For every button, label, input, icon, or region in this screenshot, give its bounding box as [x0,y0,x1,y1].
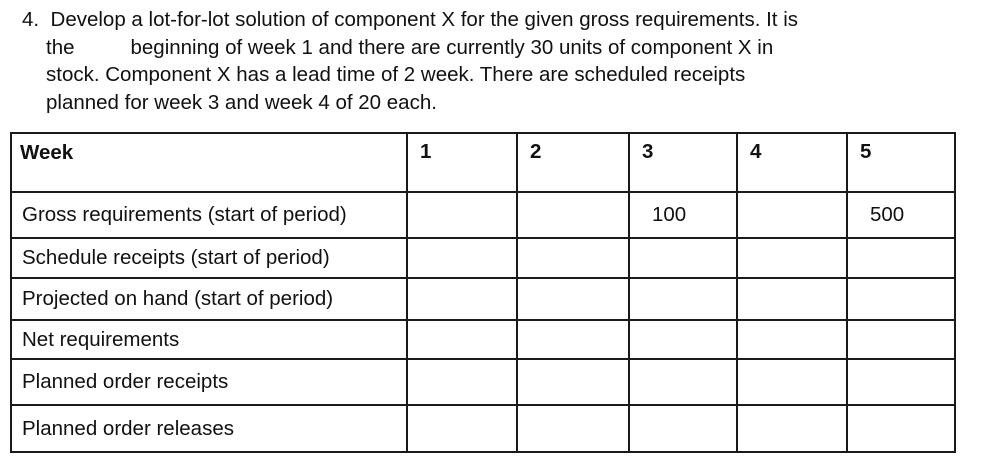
table-cell: 100 [629,192,737,238]
row-label: Gross requirements (start of period) [11,192,407,238]
table-cell [737,192,847,238]
table-cell [407,359,517,405]
table-row-projected-on-hand [11,278,955,320]
table-cell [517,405,629,452]
question-line-4: planned for week 3 and week 4 of 20 each. [46,90,437,114]
table-cell [517,192,629,238]
table-cell [407,192,517,238]
week-4-header: 4 [737,133,847,192]
table-cell [847,405,955,452]
table-cell [407,405,517,452]
question-line-1 [22,6,962,34]
table-cell [517,278,629,320]
row-label: Planned order releases [11,405,407,452]
question-text [22,6,962,116]
question-number: 4. [22,8,40,31]
table-row-scheduled-receipts [11,238,955,278]
week-3-header: 3 [629,133,737,192]
week-header-label: Week [11,133,407,192]
table-cell [847,278,955,320]
table-cell [737,320,847,359]
table-cell [629,405,737,452]
row-label: Schedule receipts (start of period) [11,238,407,278]
table-row-gross-requirements [11,192,955,238]
table-cell [629,238,737,278]
week-2-header: 2 [517,133,629,192]
table-cell [517,320,629,359]
table-cell [629,359,737,405]
mrp-table [10,132,956,453]
table-cell [517,359,629,405]
question-line-2a-text: the [46,35,75,59]
question-line-2b-text: beginning of week 1 and there are currently 30 units of component X in [130,35,774,59]
question-line-3: stock. Component X has a lead time of 2 week. There are scheduled receipts [46,63,746,86]
table-row-planned-order-receipts [11,359,955,405]
table-cell [407,278,517,320]
table-cell [407,238,517,278]
row-label: Planned order receipts [11,359,407,405]
row-label: Net requirements [11,320,407,359]
table-cell [737,238,847,278]
row-label: Projected on hand (start of period) [11,278,407,320]
table-cell [737,359,847,405]
table-cell: 500 [847,192,955,238]
table-cell [737,278,847,320]
table-cell [407,320,517,359]
table-row-net-requirements [11,320,955,359]
question-line-2 [22,34,962,62]
week-1-header: 1 [407,133,517,192]
table-cell [847,320,955,359]
table-cell [629,320,737,359]
table-cell [737,405,847,452]
table-cell [847,359,955,405]
table-row-planned-order-releases [11,405,955,452]
table-cell [517,238,629,278]
table-cell [629,278,737,320]
table-header-row [11,133,955,192]
table-cell [847,238,955,278]
week-5-header: 5 [847,133,955,192]
question-line-1-text: Develop a lot-for-lot solution of component X for the given gross requirements. It is [50,8,798,31]
